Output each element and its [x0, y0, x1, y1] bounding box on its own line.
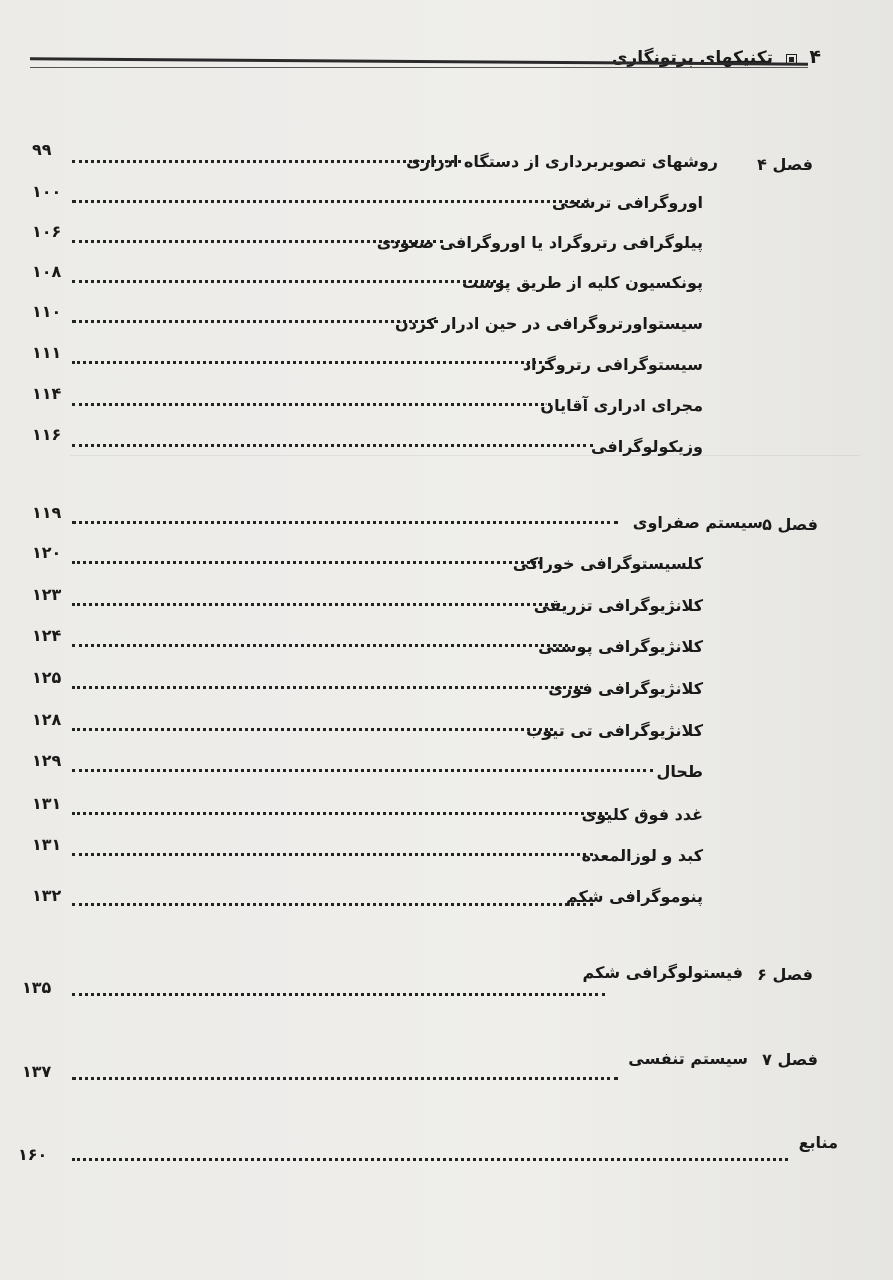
entry-title: وزیکولوگرافی — [591, 437, 703, 456]
entry-title: سیستواورتروگرافی در حین ادرار کردن — [395, 314, 703, 333]
page-number: ۹۹ — [32, 140, 52, 159]
page-number: ۱۲۴ — [32, 626, 62, 645]
entry-title: کلانژیوگرافی تی تیوب — [526, 721, 703, 740]
dot-leader — [72, 561, 541, 564]
page-number: ۱۲۳ — [32, 585, 62, 604]
dot-leader — [72, 200, 588, 203]
dot-leader — [72, 903, 593, 906]
page-number: ۱۳۱ — [32, 794, 62, 813]
references-title: منابع — [798, 1133, 838, 1152]
page-number: ۱۲۸ — [32, 710, 62, 729]
page-number: ۱۳۵ — [22, 978, 52, 997]
chapter-title: فیستولوگرافی شکم — [582, 963, 743, 982]
dot-leader — [72, 1158, 788, 1161]
chapter-label: فصل ۷ — [762, 1050, 818, 1069]
page-number: ۱۱۰ — [32, 302, 62, 321]
entry-title: کلانژیوگرافی تزریقی — [533, 596, 703, 615]
header-book-title: تکنیکهای پرتونگاری — [611, 48, 773, 68]
dot-leader — [72, 320, 438, 323]
page-number: ۱۳۲ — [32, 886, 62, 905]
dot-leader — [72, 1077, 618, 1080]
dot-leader — [72, 853, 593, 856]
chapter-title: سیستم تنفسی — [628, 1049, 748, 1068]
dot-leader — [72, 160, 461, 163]
page-number: ۱۰۰ — [32, 182, 62, 201]
dot-leader — [72, 769, 653, 772]
page-number: ۱۱۴ — [32, 384, 62, 403]
page-number: ۱۱۹ — [32, 503, 62, 522]
page-number: ۱۳۷ — [22, 1062, 52, 1081]
page-number: ۱۱۶ — [32, 425, 62, 444]
page-number: ۱۰۶ — [32, 222, 62, 241]
page-number: ۱۲۵ — [32, 668, 62, 687]
page-number: ۱۱۱ — [32, 343, 62, 362]
chapter-title: سیستم صفراوی — [632, 513, 763, 532]
entry-title: کلانژیوگرافی فوری — [548, 679, 703, 698]
dot-leader — [72, 603, 560, 606]
entry-title: پیلوگرافی رتروگراد یا اوروگرافی صعودی — [376, 233, 703, 252]
entry-title: کلانژیوگرافی پوستی — [538, 637, 703, 656]
dot-leader — [72, 240, 443, 243]
entry-title: پونکسیون کلیه از طریق پوست — [461, 273, 703, 292]
entry-title: غدد فوق کلیوی — [581, 805, 703, 824]
chapter-label: فصل ۵ — [762, 515, 818, 534]
chapter-label: فصل ۴ — [757, 155, 813, 174]
page-header — [0, 40, 893, 90]
entry-title: کلسیستوگرافی خوراکی — [512, 554, 703, 573]
page-number: ۱۳۱ — [32, 835, 62, 854]
dot-leader — [72, 993, 605, 996]
dot-leader — [72, 644, 568, 647]
entry-title: مجرای ادراری آقایان — [540, 396, 703, 415]
entry-title: طحال — [656, 762, 703, 781]
dot-leader — [72, 686, 583, 689]
dot-leader — [72, 403, 551, 406]
entry-title: پنوموگرافی شکم — [565, 887, 703, 906]
dot-leader — [72, 812, 608, 815]
dot-leader — [72, 280, 503, 283]
page-number: ۱۰۸ — [32, 262, 62, 281]
header-page-number: ۴ — [809, 46, 821, 68]
page-number: ۱۲۰ — [32, 543, 62, 562]
header-rule-thin — [30, 67, 808, 68]
chapter-title: روشهای تصویربرداری از دستگاه ادراری — [406, 152, 718, 171]
entry-title: اوروگرافی ترشحی — [552, 193, 703, 212]
dot-leader — [72, 728, 553, 731]
entry-title: کبد و لوزالمعده — [581, 846, 703, 865]
page-number: ۱۲۹ — [32, 751, 62, 770]
entry-title: سیستوگرافی رتروگراد — [522, 355, 703, 374]
dot-leader — [72, 521, 618, 524]
page-number: ۱۶۰ — [18, 1145, 48, 1164]
chapter-label: فصل ۶ — [757, 965, 813, 984]
dot-leader — [72, 361, 548, 364]
dot-leader — [72, 444, 593, 447]
